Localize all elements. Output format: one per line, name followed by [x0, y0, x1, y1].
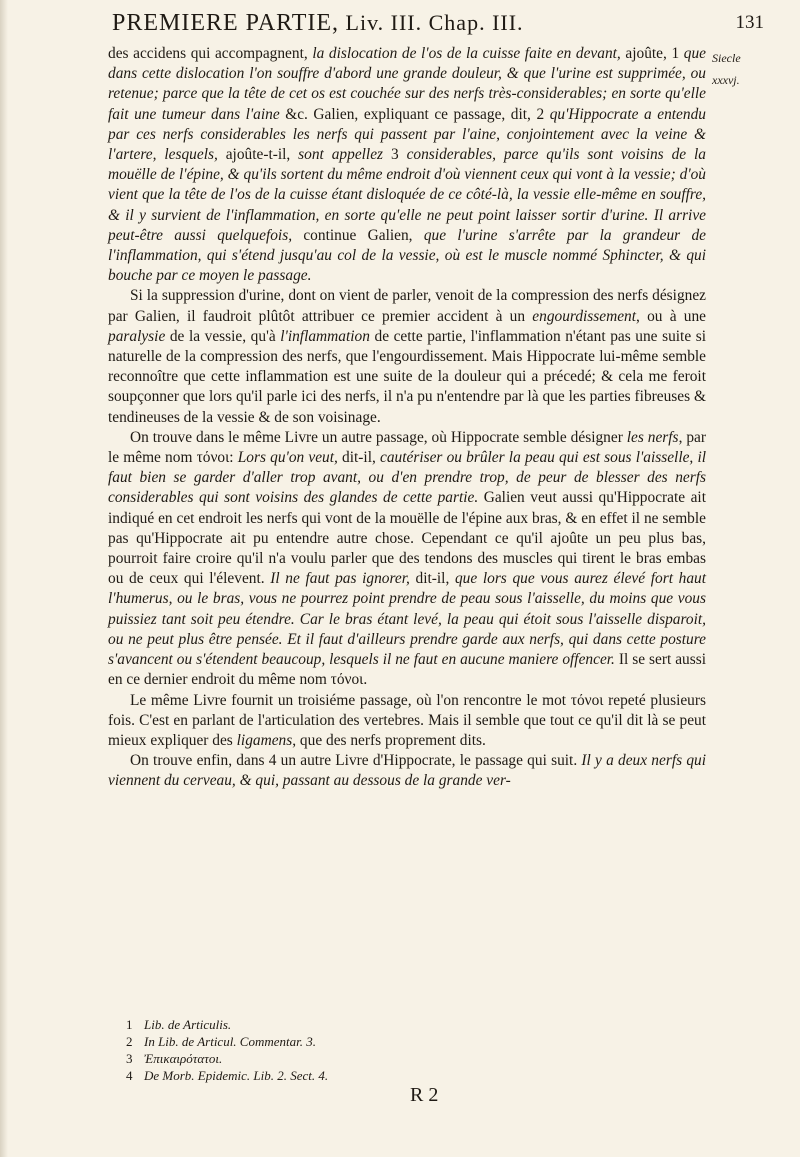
footnote-number: 4	[126, 1068, 133, 1083]
footnote-number: 1	[126, 1017, 133, 1032]
paragraph-1: des accidens qui accompagnent, la dislocation de l'os de la cuisse faite en devant, ajoûte, 1 que dans cette dislocation l'on souffre d'abord une grande douleur, & que l'urine est supprimée, ou retenue; parce que la tête de cet os est couchée sur des nerfs très-considerables; en sorte qu'elle fait une tumeur dans l'aine &c. Galien, expliquant ce passage, dit, 2 qu'Hippocrate a entendu par ces nerfs considerables les nerfs qui passent par l'aine, conjointement avec la veine & l'artere, lesquels, ajoûte-t-il, sont appellez 3 considerables, parce qu'ils sont voisins de la mouëlle de l'épine, & qu'ils sortent du même endroit d'où viennent ceux qui vont à la vessie; d'où vient que la tête de l'os de la cuisse étant disloquée de ce côté-là, la vessie elle-même en souffre, & il y survient de l'inflammation, en sorte qu'elle ne peut point laisser sortir d'urine. Il arrive peut-être aussi quelquefois, continue Galien, que l'urine s'arrête par la grandeur de l'inflammation, qui s'étend jusqu'au col de la vessie, où est le muscle nommé Sphincter, & qui bouche par ce moyen le passage.	[108, 45, 707, 285]
page-number: 131	[735, 12, 764, 33]
margin-note	[712, 51, 798, 87]
margin-century: Siecle	[712, 51, 741, 65]
paragraph-2: Si la suppression d'urine, dont on vient de parler, venoit de la compression des nerfs désignez par Galien, il faudroit plûtôt attribuer ce premier accident à un engourdissement, ou à une paralysie de la vessie, qu'à l'inflammation de cette partie, l'inflammation n'étant pas une suite si naturelle de la compression des nerfs, que l'engourdissement. Mais Hippocrate lui-même semble reconnoître que cette inflammation est une suite de la douleur qui a précedé; & cela me feroit soupçonner que lors qu'il parle ici des nerfs, il n'a pu n'entendre par là que les parties fibreuses & tendineuses de la vessie & de son voisinage.	[108, 287, 706, 426]
paragraph-4: Le même Livre fournit un troisiéme passage, où l'on rencontre le mot τόνοι repeté plusieurs fois. C'est en parlant de l'articulation des vertebres. Mais il semble que tout ce qu'il dit là se peut mieux expliquer des ligamens, que des nerfs proprement dits.	[108, 691, 706, 749]
running-title	[112, 10, 524, 37]
footnote-text: In Lib. de Articul. Commentar. 3.	[144, 1034, 317, 1049]
footnote-text: Ἐπικαιρότατοι.	[144, 1051, 223, 1066]
footnote-number: 2	[126, 1034, 133, 1049]
footnote	[126, 1050, 566, 1067]
paragraph-3: On trouve dans le même Livre un autre passage, où Hippocrate semble désigner les nerfs, par le même nom τόνοι: Lors qu'on veut, dit-il, cautériser ou brûler la peau qui est sous l'aisselle, il faut bien se garder d'aller trop avant, ou d'en prendre trop, de peur de blesser des nerfs considerables qui sont voisins des glandes de cette partie. Galien veut aussi qu'Hippocrate ait indiqué en cet endroit les nerfs qui vont de la mouëlle de l'épine aux bras, & en effet il ne semble pas qu'Hippocrate ait pu entendre autre chose. Cependant ce qu'il ajoûte un peu plus bas, pourroit faire croire qu'il n'a voulu parler que des tendons des muscles qui tirent le bras embas ou de ceux qui l'élevent. Il ne faut pas ignorer, dit-il, que lors que vous aurez élevé fort haut l'humerus, ou le bras, vous ne pourrez point prendre de peau sous l'aisselle, du moins que vous puissiez tant soit peu étendre. Car le bras étant levé, la peau qui étoit sous l'aisselle disparoit, ou ne peut plus être pensée. Et il faut d'ailleurs prendre garde aux nerfs, qui dans cette posture s'avancent ou s'étendent beaucoup, lesquels il ne faut en aucune maniere offencer. Il se sert aussi en ce dernier endroit du même nom τόνοι.	[108, 428, 706, 689]
signature-mark: R 2	[410, 1084, 439, 1106]
book-chapter: Liv. III. Chap. III.	[345, 10, 524, 35]
body-text	[108, 44, 706, 792]
paragraph-5: On trouve enfin, dans 4 un autre Livre d'Hippocrate, le passage qui suit. Il y a deux nerfs qui viennent du cerveau, & qui, passant au dessous de la grande ver-	[108, 752, 706, 790]
footnote	[126, 1067, 566, 1084]
margin-century-number: xxxvj.	[712, 73, 740, 87]
part-title: PREMIERE PARTIE,	[112, 10, 340, 36]
footnotes	[126, 1016, 566, 1084]
running-header	[112, 10, 772, 42]
footnote-text: Lib. de Articulis.	[144, 1017, 232, 1032]
footnote-text: De Morb. Epidemic. Lib. 2. Sect. 4.	[144, 1068, 329, 1083]
footnote	[126, 1016, 566, 1033]
footnote	[126, 1033, 566, 1050]
footnote-number: 3	[126, 1051, 133, 1066]
